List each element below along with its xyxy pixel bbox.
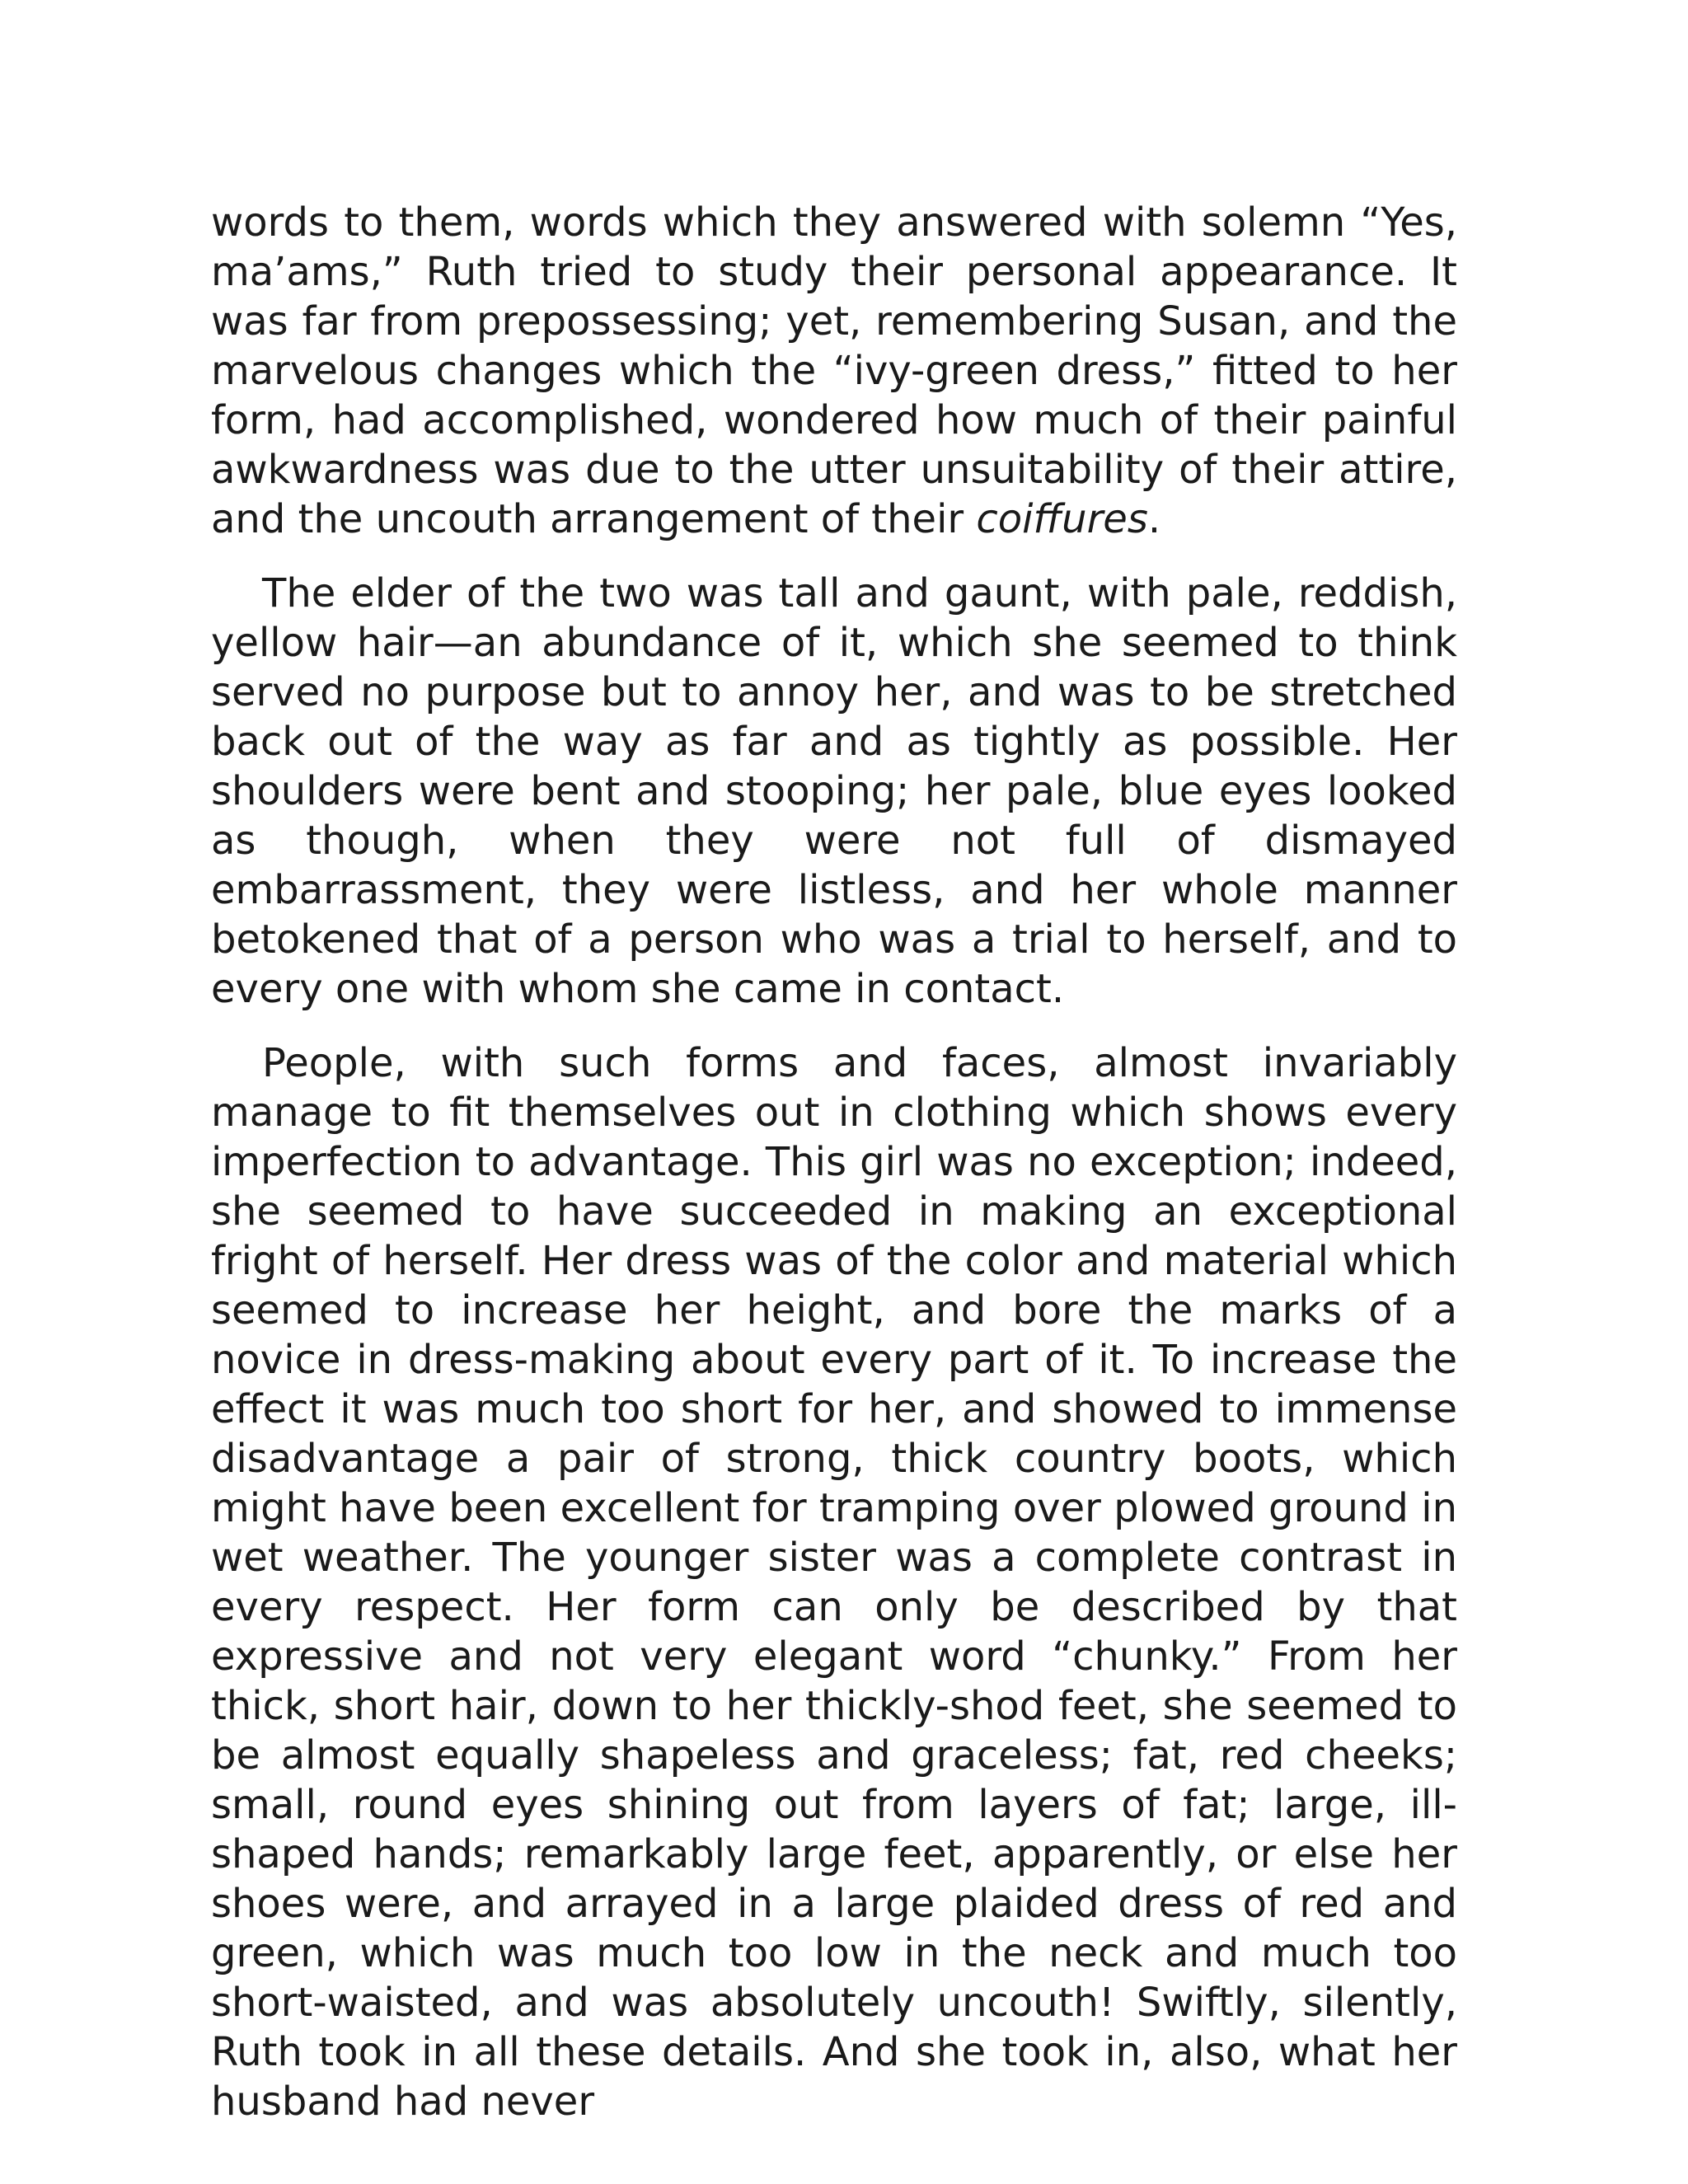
paragraph-3: People, with such forms and faces, almost invariably manage to fit themselves out in clothing which shows every imperfection to advantage. This girl was no exception; indeed, she seemed to have succeeded in making an exceptional fright of herself. Her dress was of the color and material which seemed to increase her height, and bore the marks of a novice in dress-making about every part of it. To increase the effect it was much too short for her, and showed to immense disadvantage a pair of strong, thick country boots, which might have been excellent for tramping over plowed ground in wet weather. The younger sister was a complete contrast in every respect. Her form can only be described by that expressive and not very elegant word “chunky.” From her thick, short hair, down to her thickly-shod feet, she seemed to be almost equally shapeless and graceless; fat, red cheeks; small, round eyes shining out from layers of fat; large, ill-shaped hands; remarkably large feet, apparently, or else her shoes were, and arrayed in a large plaided dress of red and green, which was much too low in the neck and much too short-waisted, and was absolutely uncouth! Swiftly, silently, Ruth took in all these details. And she took in, also, what her husband had never [211, 1040, 1457, 2125]
paragraph-1-end: . [1147, 496, 1161, 542]
paragraph-1 [211, 198, 1457, 544]
body-text [211, 198, 1457, 2151]
italic-word-coiffures: coiffures [976, 496, 1148, 542]
paragraph-2: The elder of the two was tall and gaunt, with pale, reddish, yellow hair—an abundance of it, which she seemed to think served no purpose but to annoy her, and was to be stretched back out of the way as far and as tightly as possible. Her shoulders were bent and stooping; her pale, blue eyes looked as though, when they were not full of dismayed embarrassment, they were listless, and her whole manner betokened that of a person who was a trial to herself, and to every one with whom she came in contact. [211, 570, 1457, 1012]
paragraph-1-text: words to them, words which they answered with solemn “Yes, ma’ams,” Ruth tried to study their personal appearance. It was far from prepossessing; yet, remembering Susan, and the marvelous changes which the “ivy-green dress,” fitted to her form, had accomplished, wondered how much of their painful awkwardness was due to the utter unsuitability of their attire, and the uncouth arrangement of their [211, 199, 1457, 542]
